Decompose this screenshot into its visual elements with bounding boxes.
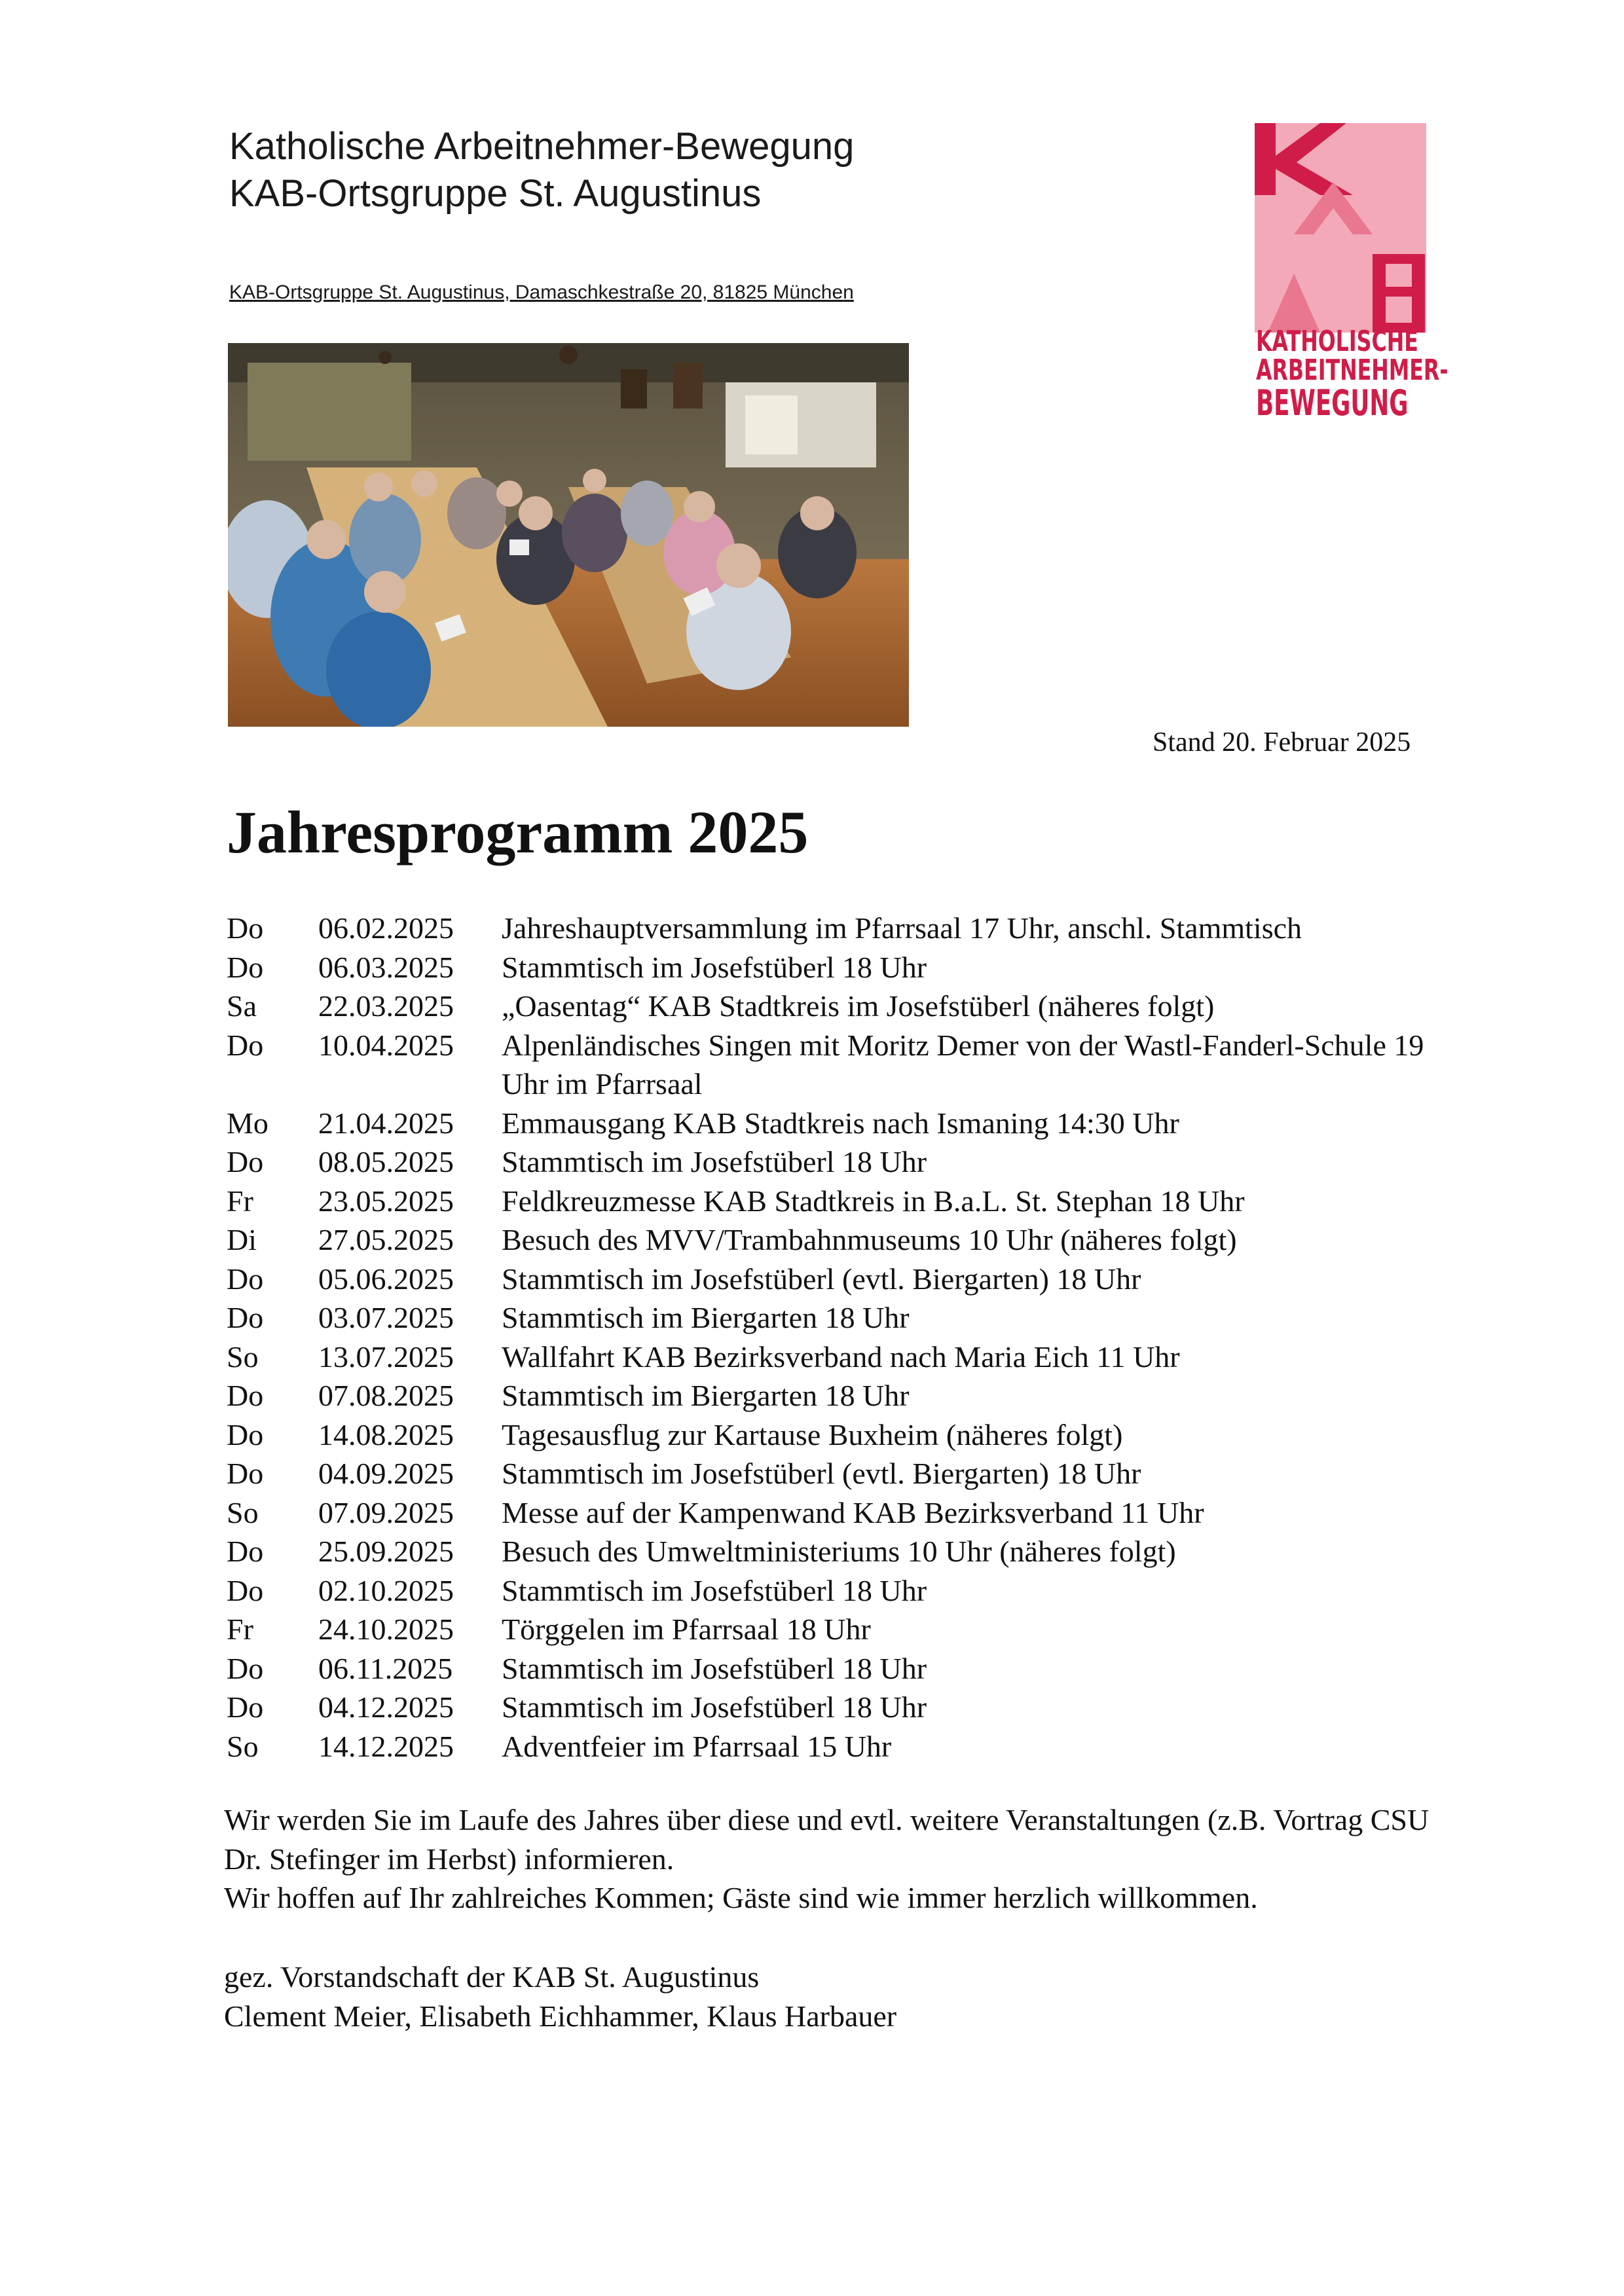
event-date: 25.09.2025 xyxy=(318,1535,454,1568)
sender-address: KAB-Ortsgruppe St. Augustinus, Damaschkestraße 20, 81825 München xyxy=(229,282,854,303)
event-day: Do xyxy=(227,1028,264,1062)
event-date: 06.11.2025 xyxy=(318,1651,453,1685)
event-row xyxy=(227,1493,1471,1533)
event-day: Do xyxy=(227,911,264,945)
event-description: Alpenländisches Singen mit Moritz Demer von der Wastl-Fanderl-Schule 19 Uhr im Pfarrsaal xyxy=(502,1028,1424,1101)
event-day: So xyxy=(227,1495,259,1529)
event-date: 06.03.2025 xyxy=(318,950,454,984)
event-row xyxy=(227,1688,1471,1727)
event-day: Di xyxy=(227,1223,257,1256)
event-day: Do xyxy=(227,1145,264,1178)
event-date: 24.10.2025 xyxy=(318,1613,454,1646)
event-row xyxy=(227,1376,1471,1415)
event-date: 06.02.2025 xyxy=(318,911,454,945)
kab-logo xyxy=(1248,123,1449,424)
event-date: 05.06.2025 xyxy=(318,1262,454,1296)
event-row xyxy=(227,987,1471,1026)
event-row xyxy=(227,1182,1471,1221)
event-description: Stammtisch im Biergarten 18 Uhr xyxy=(502,1301,910,1334)
event-date: 07.09.2025 xyxy=(318,1495,454,1529)
event-row xyxy=(227,1142,1471,1182)
event-description: Stammtisch im Josefstüberl 18 Uhr xyxy=(502,1651,927,1685)
event-day: So xyxy=(227,1339,259,1374)
event-description: Stammtisch im Biergarten 18 Uhr xyxy=(502,1379,910,1412)
event-date: 02.10.2025 xyxy=(318,1573,454,1607)
event-date: 03.07.2025 xyxy=(318,1301,454,1334)
event-description: Messe auf der Kampenwand KAB Bezirksverband 11 Uhr xyxy=(502,1495,1204,1529)
event-date: 14.12.2025 xyxy=(318,1729,454,1763)
closing-text xyxy=(224,1800,1468,1918)
signature-block xyxy=(224,1958,896,2035)
event-date: 10.04.2025 xyxy=(318,1028,454,1062)
event-day: Do xyxy=(227,1301,264,1334)
event-row xyxy=(227,1532,1471,1571)
event-row xyxy=(227,1415,1471,1455)
event-date: 14.08.2025 xyxy=(318,1417,454,1451)
event-row xyxy=(227,1727,1471,1766)
event-row xyxy=(227,1610,1471,1649)
signature-line-names: Clement Meier, Elisabeth Eichhammer, Klaus Harbauer xyxy=(224,1999,897,2033)
event-list xyxy=(227,909,1471,1766)
event-day: So xyxy=(227,1729,259,1763)
event-date: 13.07.2025 xyxy=(318,1339,454,1374)
event-day: Fr xyxy=(227,1613,253,1646)
event-description: Besuch des MVV/Trambahnmuseums 10 Uhr (näheres folgt) xyxy=(502,1223,1237,1256)
event-description: Adventfeier im Pfarrsaal 15 Uhr xyxy=(502,1729,892,1763)
event-description: Stammtisch im Josefstüberl 18 Uhr xyxy=(502,1690,927,1724)
event-description: Stammtisch im Josefstüberl (evtl. Biergarten) 18 Uhr xyxy=(502,1457,1141,1490)
event-row xyxy=(227,948,1471,987)
event-row xyxy=(227,1026,1471,1104)
kab-logo-mark xyxy=(1255,123,1426,333)
event-day: Do xyxy=(227,950,264,984)
organization-name: Katholische Arbeitnehmer-Bewegung xyxy=(229,125,855,168)
event-row xyxy=(227,1298,1471,1338)
event-row xyxy=(227,1104,1471,1143)
event-date: 23.05.2025 xyxy=(318,1184,454,1218)
event-day: Do xyxy=(227,1457,264,1490)
event-row xyxy=(227,909,1471,948)
event-row xyxy=(227,1338,1471,1377)
closing-paragraph-info: Wir werden Sie im Laufe des Jahres über diese und evtl. weitere Veranstaltungen (z.B. Vortrag CSU Dr. Stefinger im Herbst) informieren. xyxy=(224,1803,1430,1876)
event-date: 08.05.2025 xyxy=(318,1145,454,1178)
page-title: Jahresprogramm 2025 xyxy=(227,799,809,866)
event-date: 04.12.2025 xyxy=(318,1690,454,1724)
event-row xyxy=(227,1454,1471,1493)
event-description: Jahreshauptversammlung im Pfarrsaal 17 Uhr, anschl. Stammtisch xyxy=(502,911,1302,945)
event-day: Do xyxy=(227,1690,264,1724)
event-date: 04.09.2025 xyxy=(318,1457,454,1490)
signature-line-board: gez. Vorstandschaft der KAB St. Augustinus xyxy=(224,1960,760,1994)
event-day: Mo xyxy=(227,1106,268,1140)
event-day: Fr xyxy=(227,1184,253,1218)
event-photo xyxy=(228,343,909,727)
event-day: Sa xyxy=(227,989,257,1023)
event-description: Tagesausflug zur Kartause Buxheim (näheres folgt) xyxy=(502,1417,1123,1451)
organization-group: KAB-Ortsgruppe St. Augustinus xyxy=(229,172,762,215)
event-date: 21.04.2025 xyxy=(318,1106,454,1140)
event-description: Feldkreuzmesse KAB Stadtkreis in B.a.L. St. Stephan 18 Uhr xyxy=(502,1184,1245,1218)
event-description: Emmausgang KAB Stadtkreis nach Ismaning 14:30 Uhr xyxy=(502,1106,1179,1140)
event-date: 27.05.2025 xyxy=(318,1223,454,1256)
closing-paragraph-invite: Wir hoffen auf Ihr zahlreiches Kommen; Gäste sind wie immer herzlich willkommen. xyxy=(224,1881,1258,1914)
event-row xyxy=(227,1220,1471,1260)
event-day: Do xyxy=(227,1535,264,1568)
event-description: Stammtisch im Josefstüberl 18 Uhr xyxy=(502,950,927,984)
event-description: Stammtisch im Josefstüberl 18 Uhr xyxy=(502,1145,927,1178)
event-row xyxy=(227,1649,1471,1688)
event-day: Do xyxy=(227,1573,264,1607)
event-row xyxy=(227,1260,1471,1299)
event-day: Do xyxy=(227,1262,264,1296)
event-description: „Oasentag“ KAB Stadtkreis im Josefstüberl (näheres folgt) xyxy=(502,989,1215,1023)
event-day: Do xyxy=(227,1651,264,1685)
event-date: 07.08.2025 xyxy=(318,1379,454,1412)
event-description: Stammtisch im Josefstüberl 18 Uhr xyxy=(502,1573,927,1607)
event-day: Do xyxy=(227,1417,264,1451)
event-day: Do xyxy=(227,1379,264,1412)
event-description: Besuch des Umweltministeriums 10 Uhr (näheres folgt) xyxy=(502,1535,1176,1568)
logo-text-line1: KATHOLISCHE xyxy=(1256,325,1418,358)
logo-text-line3: BEWEGUNG xyxy=(1256,382,1409,424)
event-description: Stammtisch im Josefstüberl (evtl. Biergarten) 18 Uhr xyxy=(502,1262,1141,1296)
event-description: Wallfahrt KAB Bezirksverband nach Maria Eich 11 Uhr xyxy=(502,1339,1180,1374)
event-description: Törggelen im Pfarrsaal 18 Uhr xyxy=(502,1613,871,1646)
logo-text-line2: ARBEITNEHMER- xyxy=(1256,354,1449,387)
event-date: 22.03.2025 xyxy=(318,989,454,1023)
event-row xyxy=(227,1571,1471,1611)
status-date: Stand 20. Februar 2025 xyxy=(1153,727,1411,757)
